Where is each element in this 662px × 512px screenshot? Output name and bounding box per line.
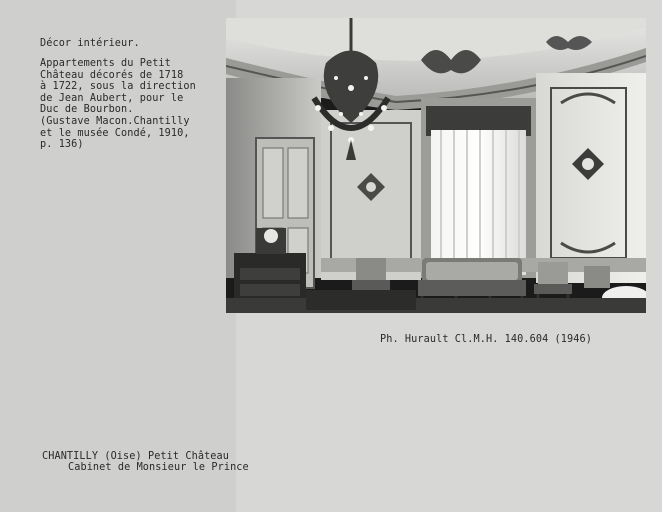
- card-heading: Décor intérieur.: [40, 38, 140, 49]
- card-description: Appartements du Petit Château décorés de 1718 à 1722, sous la direction de Jean Aubert, pour le Duc de Bourbon. (Gustave Macon.Chantilly et le musée Condé, 1910, p. 136): [40, 58, 196, 151]
- interior-photograph: [226, 18, 646, 313]
- photo-credit: Ph. Hurault Cl.M.H. 140.604 (1946): [380, 334, 592, 345]
- location-label: CHANTILLY (Oise) Petit Château: [42, 451, 230, 462]
- room-label: Cabinet de Monsieur le Prince: [68, 462, 249, 473]
